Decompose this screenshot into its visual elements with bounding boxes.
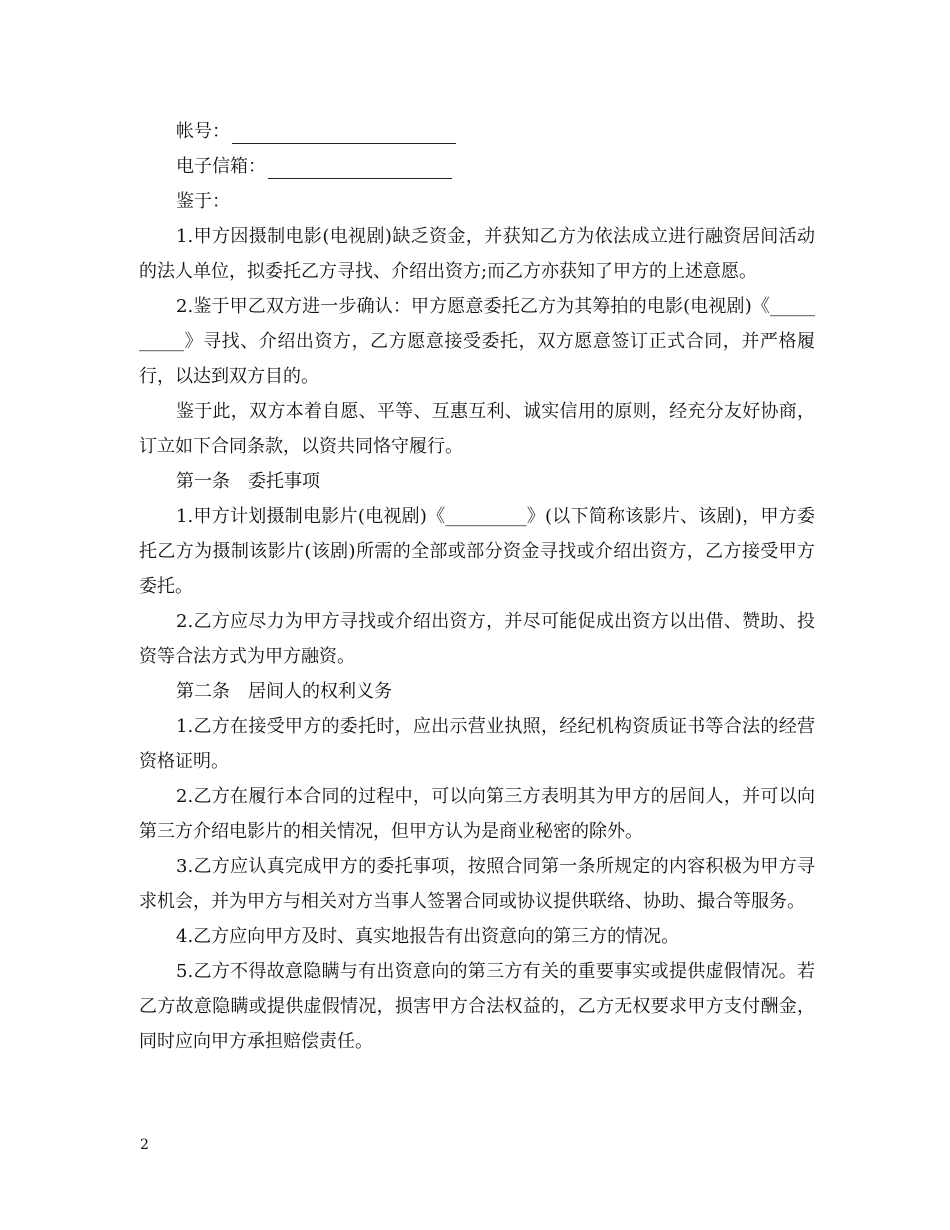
account-field	[139, 114, 815, 149]
article-2-clause-5: 5.乙方不得故意隐瞒与有出资意向的第三方有关的重要事实或提供虚假情况。若乙方故意隐瞒或提供虚假情况，损害甲方合法权益的，乙方无权要求甲方支付酬金，同时应向甲方承担赔偿责任。	[139, 961, 815, 1052]
article-1-clause-2: 2.乙方应尽力为甲方寻找或介绍出资方，并尽可能促成出资方以出借、赞助、投资等合法方式为甲方融资。	[139, 611, 815, 667]
article-1-title: 委托事项	[248, 471, 320, 492]
article-1-number: 第一条	[176, 471, 230, 492]
document-body	[139, 114, 815, 1059]
account-label: 帐号：	[176, 121, 230, 142]
article-1-heading	[139, 464, 815, 499]
article-2-title: 居间人的权利义务	[248, 681, 392, 702]
account-blank	[232, 121, 456, 144]
email-field	[139, 149, 815, 184]
article-2-clause-3: 3.乙方应认真完成甲方的委托事项，按照合同第一条所规定的内容积极为甲方寻求机会，并为甲方与相关对方当事人签署合同或协议提供联络、协助、撮合等服务。	[139, 856, 815, 912]
email-label: 电子信箱：	[176, 156, 266, 177]
email-blank	[268, 156, 452, 179]
article-2-number: 第二条	[176, 681, 230, 702]
whereas-label: 鉴于：	[176, 191, 230, 212]
article-1-clause-1: 1.甲方计划摄制电影片(电视剧)《_________》(以下简称该影片、该剧)，甲方委托乙方为摄制该影片(该剧)所需的全部或部分资金寻找或介绍出资方，乙方接受甲方委托。	[139, 506, 815, 597]
article-2-clause-1: 1.乙方在接受甲方的委托时，应出示营业执照，经纪机构资质证书等合法的经营资格证明。	[139, 716, 815, 772]
article-2-clause-2: 2.乙方在履行本合同的过程中，可以向第三方表明其为甲方的居间人，并可以向第三方介绍电影片的相关情况，但甲方认为是商业秘密的除外。	[139, 786, 815, 842]
whereas-item-2: 2.鉴于甲乙双方进一步确认：甲方愿意委托乙方为其筹拍的电影(电视剧)《__________》寻找、介绍出资方，乙方愿意接受委托，双方愿意签订正式合同，并严格履行，以达到双方目的。	[139, 296, 815, 387]
preamble-paragraph: 鉴于此，双方本着自愿、平等、互惠互利、诚实信用的原则，经充分友好协商，订立如下合同条款，以资共同恪守履行。	[139, 401, 815, 457]
article-2-clause-4: 4.乙方应向甲方及时、真实地报告有出资意向的第三方的情况。	[176, 926, 680, 947]
article-2-heading	[139, 674, 815, 709]
whereas-item-1: 1.甲方因摄制电影(电视剧)缺乏资金，并获知乙方为依法成立进行融资居间活动的法人单位，拟委托乙方寻找、介绍出资方;而乙方亦获知了甲方的上述意愿。	[139, 226, 815, 282]
page-number: 2	[140, 1137, 149, 1153]
